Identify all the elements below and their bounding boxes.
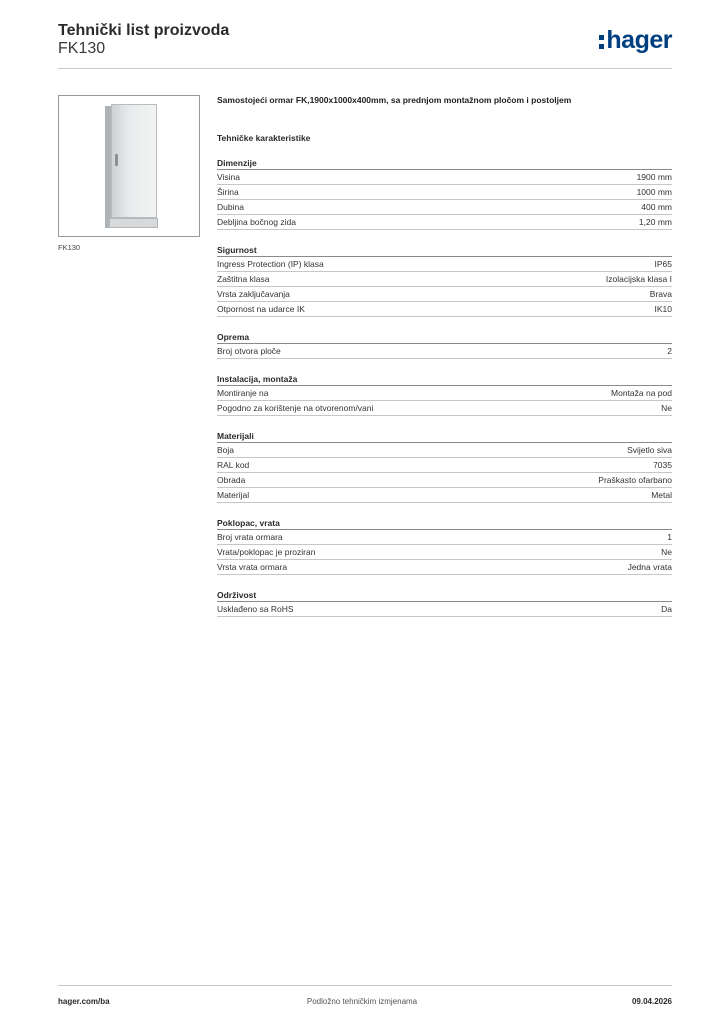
spec-row [217, 401, 672, 416]
section-heading: Sigurnost [217, 242, 672, 257]
spec-row [217, 215, 672, 230]
spec-label: Debljina bočnog zida [217, 217, 296, 227]
cabinet-handle-icon [115, 154, 118, 166]
spec-value: Ne [661, 403, 672, 413]
page-header [58, 22, 672, 68]
product-code: FK130 [58, 40, 106, 57]
spec-row [217, 458, 672, 473]
spec-label: Vrsta vrata ormara [217, 562, 288, 572]
spec-label: Materijal [217, 490, 250, 500]
hager-logo [599, 28, 672, 53]
spec-value: IP65 [654, 259, 672, 269]
spec-row [217, 302, 672, 317]
spec-row [217, 344, 672, 359]
spec-row [217, 530, 672, 545]
spec-label: Pogodno za korištenje na otvorenom/vani [217, 403, 374, 413]
spec-row [217, 602, 672, 617]
spec-label: Vrata/poklopac je proziran [217, 547, 316, 557]
spec-value: Ne [661, 547, 672, 557]
spec-value: Praškasto ofarbano [598, 475, 672, 485]
spec-label: Visina [217, 172, 240, 182]
spec-label: Širina [217, 187, 239, 197]
image-caption: FK130 [58, 243, 81, 252]
spec-value: 1000 mm [636, 187, 672, 197]
footer-divider [58, 985, 672, 986]
cabinet-plinth [109, 218, 158, 228]
section-heading: Dimenzije [217, 155, 672, 170]
spec-value: 1900 mm [636, 172, 672, 182]
spec-section [217, 329, 672, 359]
spec-row [217, 545, 672, 560]
section-heading: Održivost [217, 587, 672, 602]
spec-row [217, 170, 672, 185]
spec-section [217, 242, 672, 317]
footer-website: hager.com/ba [58, 997, 110, 1006]
spec-section [217, 428, 672, 503]
spec-value: Da [661, 604, 672, 614]
product-description: Samostojeći ormar FK,1900x1000x400mm, sa prednjom montažnom pločom i postoljem [217, 95, 572, 105]
spec-label: Montiranje na [217, 388, 269, 398]
spec-label: Otpornost na udarce IK [217, 304, 305, 314]
spec-value: Svijetlo siva [627, 445, 672, 455]
logo-text: hager [606, 26, 672, 54]
spec-section [217, 155, 672, 230]
spec-row [217, 272, 672, 287]
spec-label: Broj otvora ploče [217, 346, 281, 356]
spec-label: RAL kod [217, 460, 250, 470]
spec-value: Metal [651, 490, 672, 500]
spec-label: Boja [217, 445, 235, 455]
spec-row [217, 386, 672, 401]
spec-value: IK10 [654, 304, 672, 314]
spec-label: Zaštitna klasa [217, 274, 270, 284]
spec-label: Obrada [217, 475, 246, 485]
spec-section [217, 371, 672, 416]
spec-row [217, 560, 672, 575]
spec-value: Brava [649, 289, 672, 299]
spec-row [217, 443, 672, 458]
spec-label: Dubina [217, 202, 244, 212]
spec-label: Usklađeno sa RoHS [217, 604, 294, 614]
spec-value: 7035 [653, 460, 672, 470]
spec-row [217, 473, 672, 488]
spec-value: Montaža na pod [611, 388, 672, 398]
spec-row [217, 287, 672, 302]
technical-characteristics-heading: Tehničke karakteristike [217, 133, 311, 143]
header-divider [58, 68, 672, 69]
product-image [58, 95, 200, 237]
spec-row [217, 488, 672, 503]
spec-label: Vrsta zaključavanja [217, 289, 290, 299]
section-heading: Instalacija, montaža [217, 371, 672, 386]
section-heading: Materijali [217, 428, 672, 443]
spec-sections [217, 155, 672, 617]
spec-label: Broj vrata ormara [217, 532, 283, 542]
spec-row [217, 257, 672, 272]
spec-value: 1,20 mm [638, 217, 672, 227]
spec-content [217, 92, 672, 617]
logo-colon-icon [599, 32, 605, 50]
spec-value: 2 [667, 346, 672, 356]
spec-value: Jedna vrata [627, 562, 672, 572]
spec-label: Ingress Protection (IP) klasa [217, 259, 324, 269]
spec-row [217, 185, 672, 200]
footer-note: Podložno tehničkim izmjenama [306, 997, 418, 1006]
section-heading: Oprema [217, 329, 672, 344]
spec-value: 1 [667, 532, 672, 542]
spec-row [217, 200, 672, 215]
section-heading: Poklopac, vrata [217, 515, 672, 530]
document-title: Tehnički list proizvoda [58, 22, 230, 39]
footer-date: 09.04.2026 [631, 997, 672, 1006]
spec-value: Izolacijska klasa I [605, 274, 672, 284]
spec-value: 400 mm [641, 202, 672, 212]
spec-section [217, 515, 672, 575]
spec-section [217, 587, 672, 617]
